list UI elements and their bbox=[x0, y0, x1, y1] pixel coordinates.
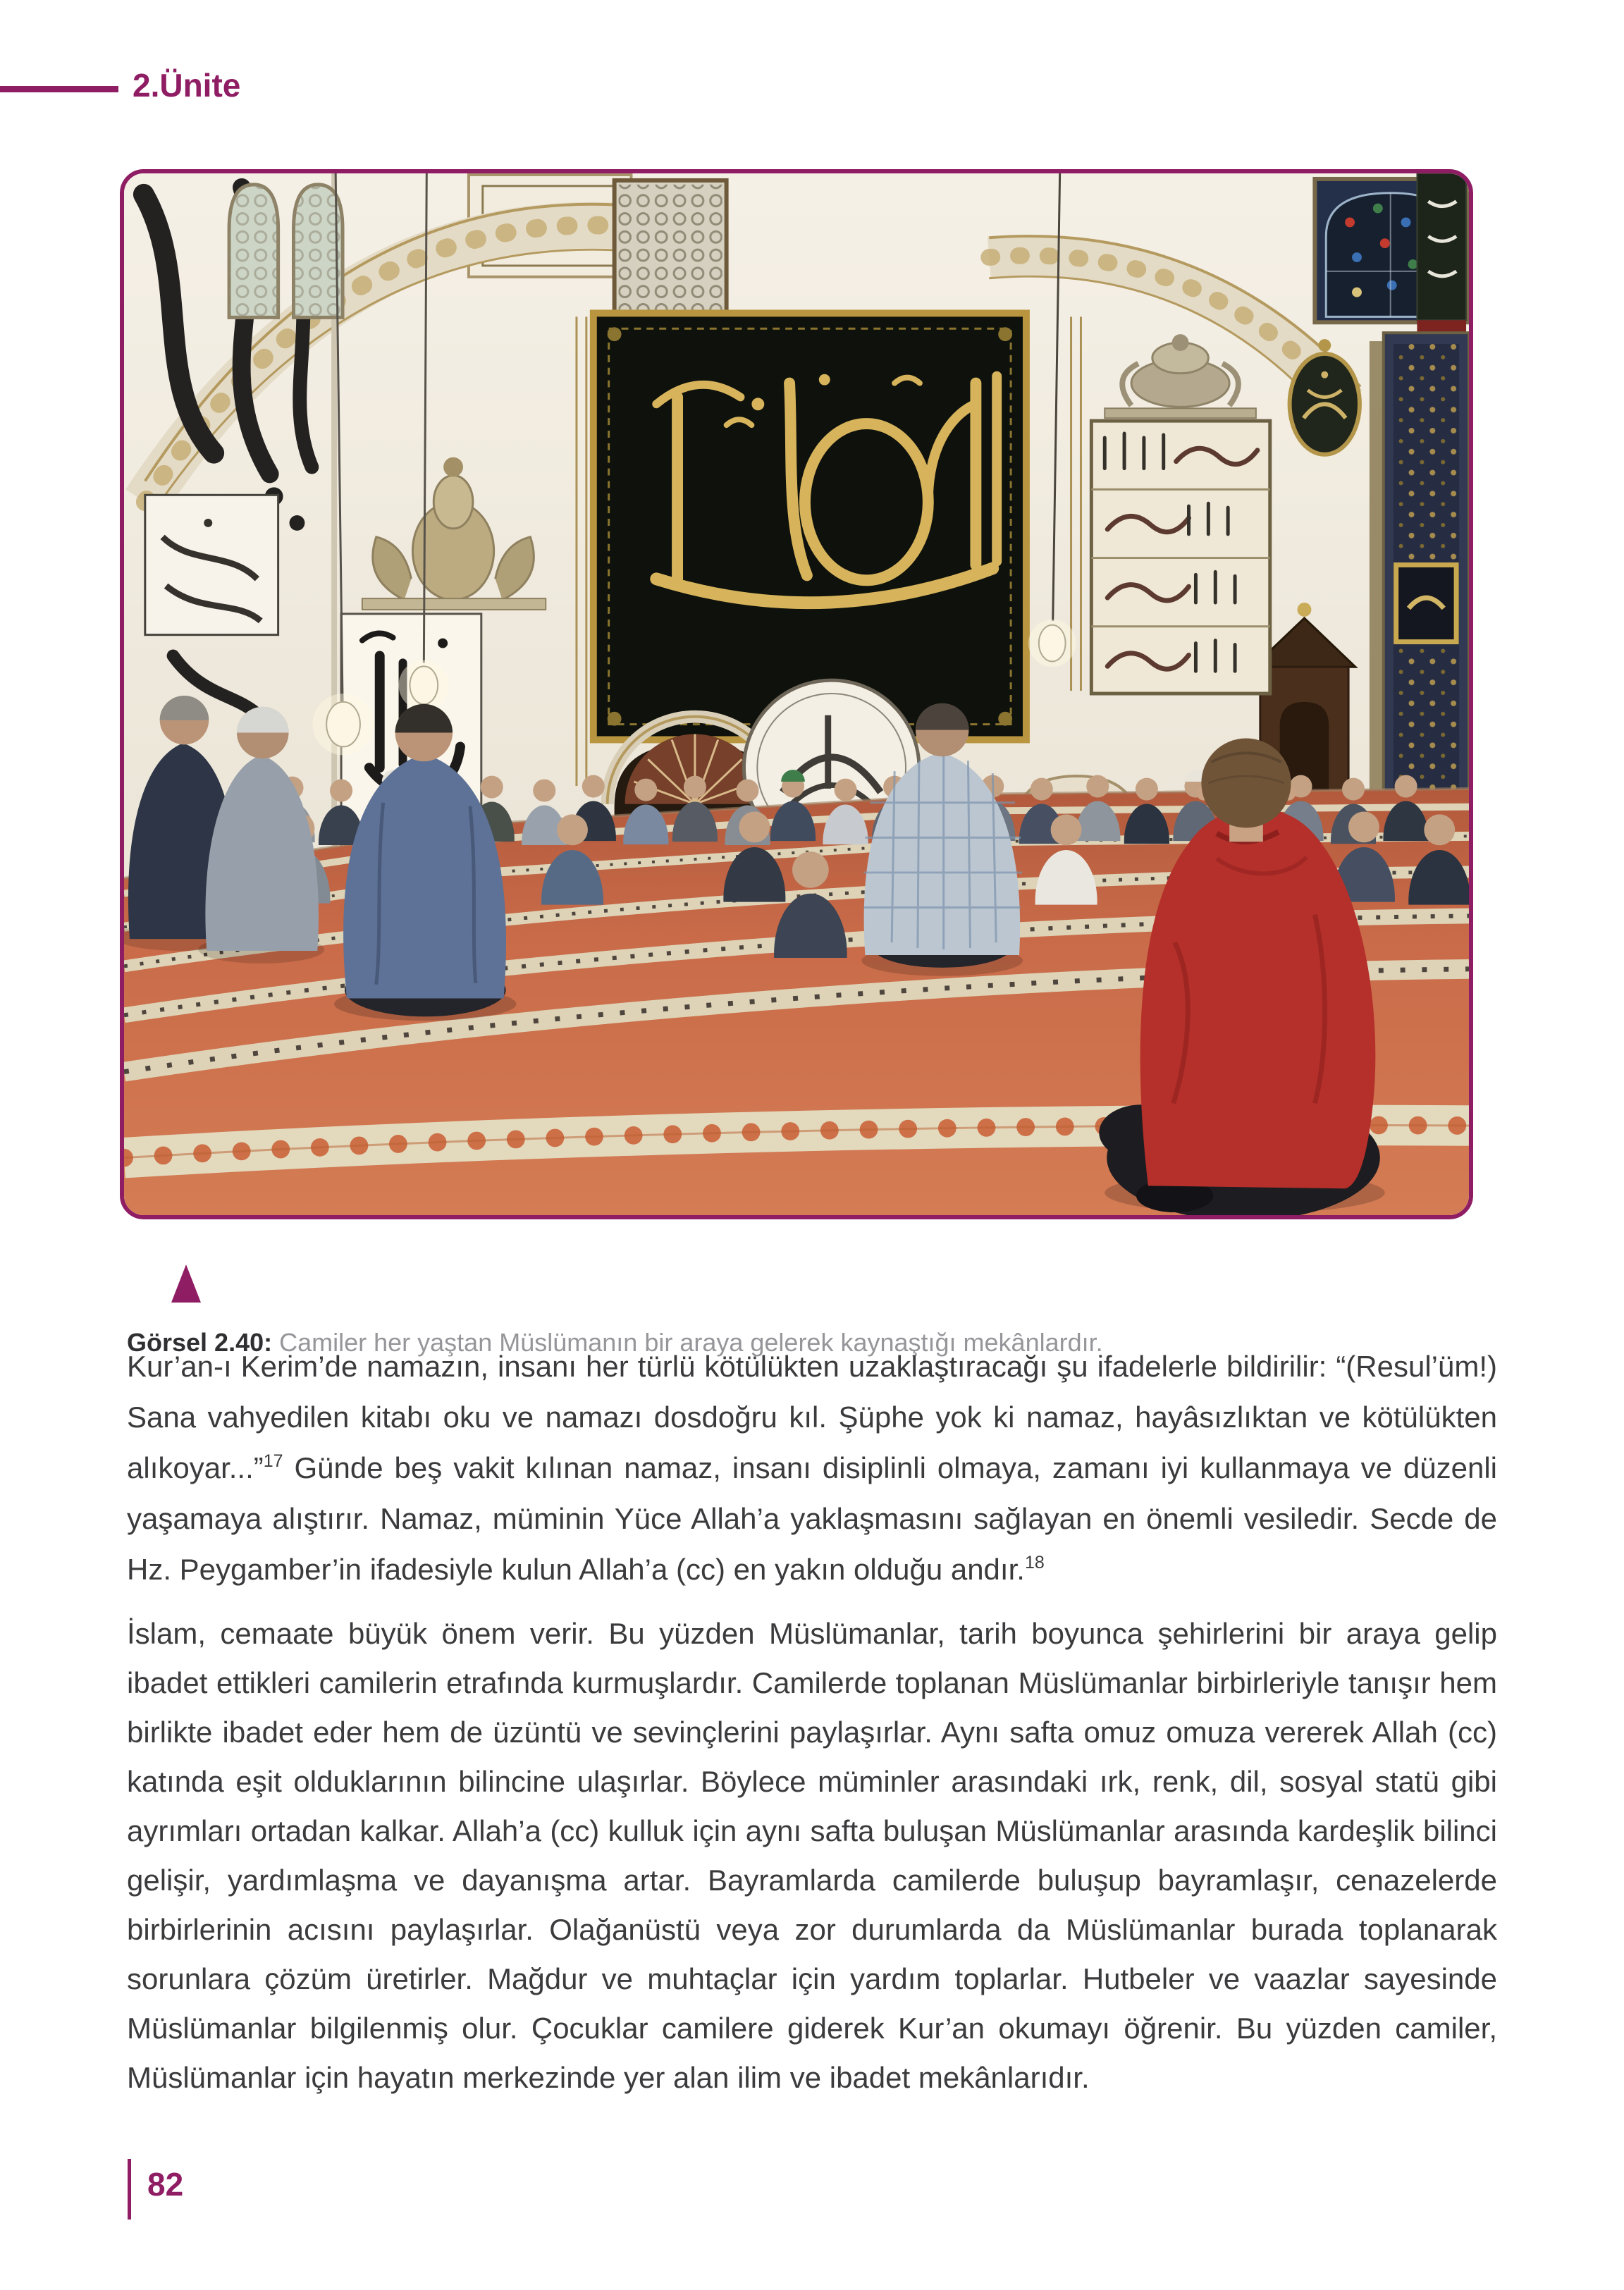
unit-header-rule bbox=[0, 86, 118, 92]
mosque-photo-illustration bbox=[124, 173, 1469, 1215]
figure-caption-text: Camiler her yaştan Müslümanın bir araya gelerek kaynaştığı mekânlardır. bbox=[272, 1328, 1103, 1357]
main-calligraphy-panel bbox=[593, 313, 1026, 739]
paragraph-congregation: İslam, cemaate büyük önem verir. Bu yüzden Müslümanlar, tarih boyunca şehirlerini bir araya gelip ibadet ettikleri camilerin etrafında kurmuşlardır. Camilerde toplanan Müslümanlar birbirleriyle tanışır hem birlikte ibadet eder hem de üzüntü ve sevinçlerini paylaşırlar. Aynı safta omuz omuza vererek Allah (cc) katında eşit olduklarının bilincine ulaşırlar. Böylece müminler arasındaki ırk, renk, dil, sosyal statü gibi ayrımları ortadan kalkar. Allah’a (cc) kulluk için aynı safta buluşan Müslümanlar arasında kardeşlik bilinci gelişir, yardımlaşma ve dayanışma artar. Bayramlarda camilerde buluşup bayramlaşır, cenazelerde birbirlerinin acısını paylaşırlar. Olağanüstü veya zor durumlarda da Müslümanlar burada toplanarak sorunlara çözüm üretirler. Mağdur ve muhtaçlar için yardım toplarlar. Hutbeler ve vaazlar sayesinde Müslümanlar bilgilenmiş olur. Çocuklar camilere giderek Kur’an okumayı öğrenir. Bu yüzden camiler, Müslümanlar için hayatın merkezinde yer alan ilim ve ibadet mekânlarıdır. bbox=[127, 1617, 1497, 2094]
footnote-ref-17: 17 bbox=[263, 1451, 283, 1471]
unit-label: 2.Ünite bbox=[133, 67, 241, 104]
lattice-window bbox=[615, 180, 727, 317]
footnote-ref-18: 18 bbox=[1024, 1553, 1045, 1572]
paragraph-prayer bbox=[127, 1341, 1497, 1595]
figure-caption-label: Görsel 2.40: bbox=[127, 1328, 273, 1357]
mosque-photo bbox=[120, 169, 1473, 1219]
page-number-rule bbox=[128, 2159, 131, 2220]
caption-triangle-icon bbox=[171, 1264, 201, 1303]
paragraph-prayer-text-a: Kur’an-ı Kerim’de namazın, insanı her türlü kötülükten uzaklaştıracağı şu ifadelerle bildirilir: “(Resul’üm!) Sana vahyedilen kitabı oku ve namazı dosdoğru kıl. Şüphe yok ki namaz, hayâsızlıktan ve kötülükten alıkoyar...” bbox=[127, 1350, 1497, 1484]
calligraphy-banner bbox=[1417, 173, 1466, 337]
page-number: 82 bbox=[147, 2166, 184, 2203]
paragraph-prayer-text-b: Günde beş vakit kılınan namaz, insanı disiplinli olmaya, zamanı iyi kullanmaya ve düzenli yaşamaya alıştırır. Namaz, müminin Yüce Allah’a yaklaşmasını sağlayan en önemli vesiledir. Secde de Hz. Peygamber’in ifadesiyle kulun Allah’a (cc) en yakın olduğu andır. bbox=[127, 1451, 1497, 1586]
left-wall-panel bbox=[145, 495, 278, 634]
